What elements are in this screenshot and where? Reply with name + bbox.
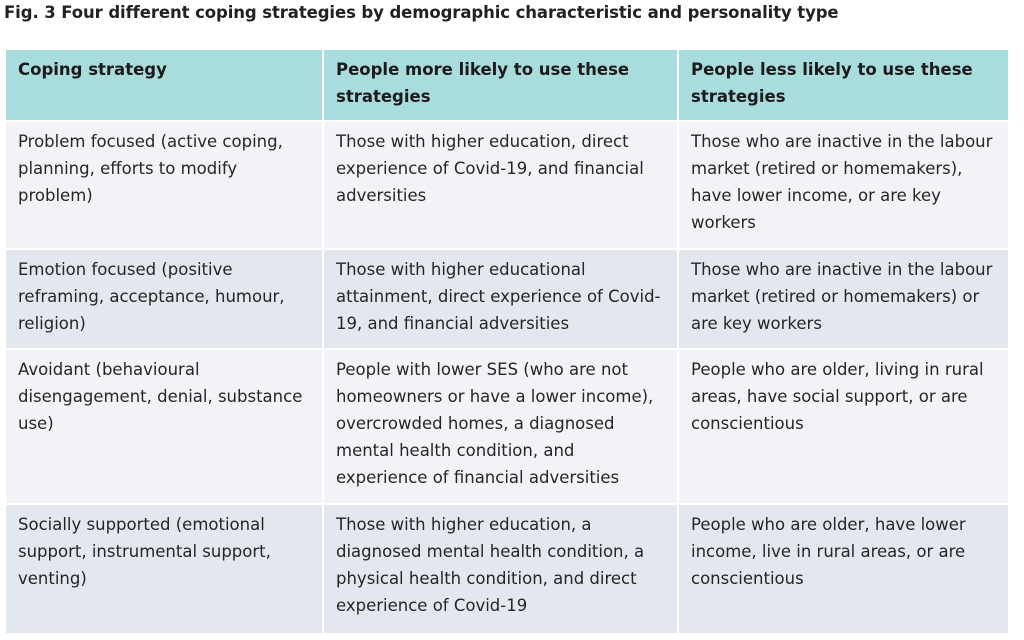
cell-more-likely: Those with higher education, direct experience of Covid-19, and financial adversities [323,121,678,249]
cell-strategy: Problem focused (active coping, planning, efforts to modify problem) [6,121,323,249]
header-more-likely: People more likely to use these strategies [323,50,678,121]
cell-less-likely: People who are older, living in rural areas, have social support, or are conscientious [678,349,1008,504]
cell-less-likely: People who are older, have lower income, live in rural areas, or are conscientious [678,504,1008,634]
table-row [6,121,1008,249]
table-row [6,349,1008,504]
figure-caption: Fig. 3 Four different coping strategies by demographic characteristic and personality type [4,3,839,22]
cell-more-likely: Those with higher educational attainment, direct experience of Covid-19, and financial adversities [323,249,678,349]
cell-strategy: Avoidant (behavioural disengagement, denial, substance use) [6,349,323,504]
cell-strategy: Emotion focused (positive reframing, acceptance, humour, religion) [6,249,323,349]
table-row [6,504,1008,634]
table-header-row [6,50,1008,121]
coping-strategies-table [6,50,1008,635]
table-row [6,249,1008,349]
header-coping-strategy: Coping strategy [6,50,323,121]
header-less-likely: People less likely to use these strategies [678,50,1008,121]
cell-more-likely: Those with higher education, a diagnosed mental health condition, a physical health condition, and direct experience of Covid-19 [323,504,678,634]
cell-strategy: Socially supported (emotional support, instrumental support, venting) [6,504,323,634]
cell-less-likely: Those who are inactive in the labour market (retired or homemakers) or are key workers [678,249,1008,349]
cell-less-likely: Those who are inactive in the labour market (retired or homemakers), have lower income, or are key workers [678,121,1008,249]
cell-more-likely: People with lower SES (who are not homeowners or have a lower income), overcrowded homes, a diagnosed mental health condition, and experience of financial adversities [323,349,678,504]
